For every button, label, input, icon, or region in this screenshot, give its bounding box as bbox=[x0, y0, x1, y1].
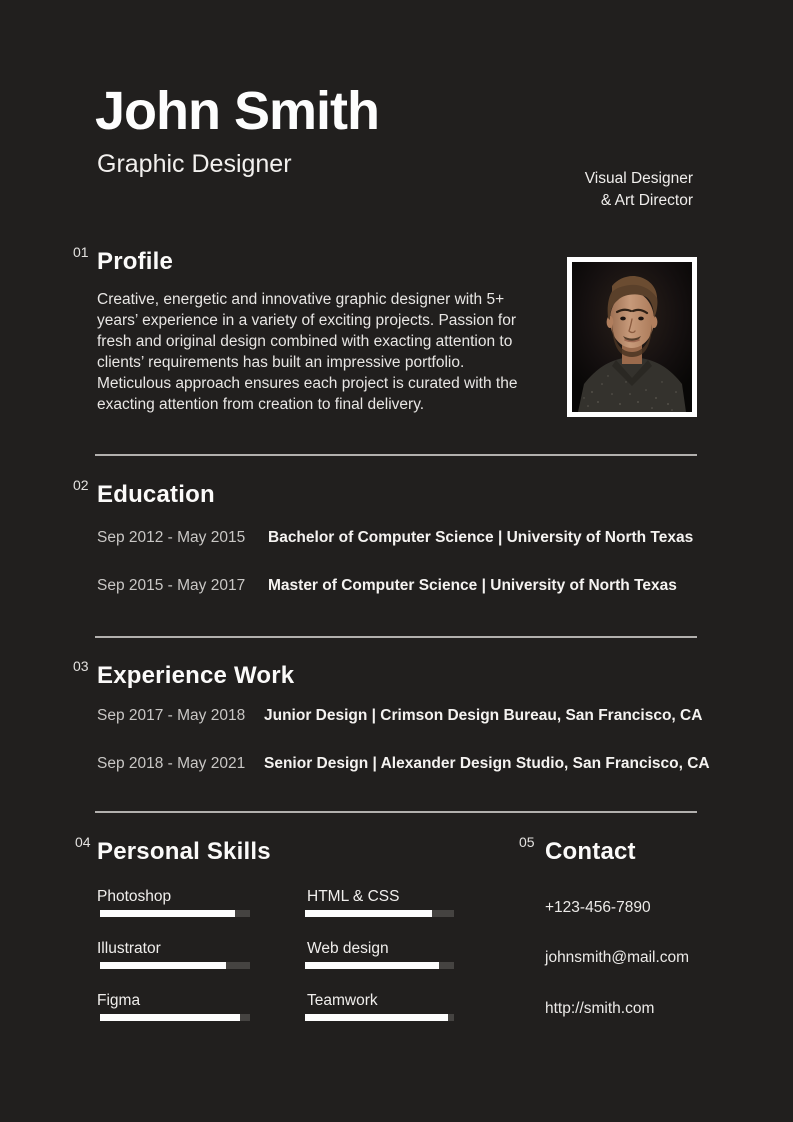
skill-bar bbox=[305, 962, 454, 969]
section-title-profile: Profile bbox=[97, 248, 174, 275]
section-divider bbox=[95, 636, 697, 638]
section-title-skills: Personal Skills bbox=[97, 838, 271, 865]
portrait-photo bbox=[567, 257, 697, 417]
contact-email: johnsmith@mail.com bbox=[545, 949, 690, 966]
skill-bar bbox=[100, 1014, 250, 1021]
skill-label: Web design bbox=[307, 940, 389, 957]
skill-label: HTML & CSS bbox=[307, 888, 400, 905]
skill-bar bbox=[100, 962, 250, 969]
experience-detail: Junior Design | Crimson Design Bureau, San Francisco, CA bbox=[264, 707, 703, 724]
skill-bar bbox=[305, 910, 454, 917]
section-number-profile: 01 bbox=[73, 244, 89, 260]
section-divider bbox=[95, 811, 697, 813]
skill-bar-fill bbox=[100, 910, 235, 917]
section-number-experience: 03 bbox=[73, 658, 89, 674]
skill-label: Teamwork bbox=[307, 992, 378, 1009]
side-title-line2: & Art Director bbox=[600, 192, 693, 209]
contact-website: http://smith.com bbox=[545, 1000, 655, 1017]
skill-label: Figma bbox=[97, 992, 141, 1009]
education-date: Sep 2015 - May 2017 bbox=[97, 577, 246, 594]
section-title-contact: Contact bbox=[545, 838, 636, 865]
skill-bar-fill bbox=[100, 1014, 240, 1021]
section-title-experience: Experience Work bbox=[97, 662, 295, 689]
experience-row bbox=[97, 707, 737, 725]
side-title-line1: Visual Designer bbox=[584, 170, 693, 187]
section-divider bbox=[95, 454, 697, 456]
section-number-education: 02 bbox=[73, 477, 89, 493]
education-row bbox=[97, 529, 737, 547]
experience-date: Sep 2018 - May 2021 bbox=[97, 755, 246, 772]
skill-label: Photoshop bbox=[97, 888, 172, 905]
portrait-illustration bbox=[572, 262, 692, 412]
education-row bbox=[97, 577, 737, 595]
skill-label: Illustrator bbox=[97, 940, 161, 957]
person-name: John Smith bbox=[95, 81, 379, 141]
section-number-skills: 04 bbox=[75, 834, 91, 850]
education-detail: Master of Computer Science | University of North Texas bbox=[268, 577, 677, 594]
person-role: Graphic Designer bbox=[97, 150, 292, 178]
skill-bar-fill bbox=[305, 1014, 448, 1021]
profile-summary: Creative, energetic and innovative graphic designer with 5+ years’ experience in a variety of exciting projects. Passion for fresh and original design combined with exacting attention to clients’ requirements has built an impressive portfolio. Meticulous approach ensures each project is curated with the exacting attention from creation to final delivery. bbox=[97, 291, 518, 413]
education-date: Sep 2012 - May 2015 bbox=[97, 529, 246, 546]
experience-date: Sep 2017 - May 2018 bbox=[97, 707, 246, 724]
skill-bar-fill bbox=[305, 962, 439, 969]
side-title bbox=[585, 168, 693, 212]
experience-row bbox=[97, 755, 737, 773]
section-number-contact: 05 bbox=[519, 834, 535, 850]
skill-bar bbox=[305, 1014, 454, 1021]
education-detail: Bachelor of Computer Science | University of North Texas bbox=[268, 529, 694, 546]
skill-bar bbox=[100, 910, 250, 917]
skill-bar-fill bbox=[100, 962, 226, 969]
skill-bar-fill bbox=[305, 910, 432, 917]
contact-phone: +123-456-7890 bbox=[545, 899, 651, 916]
section-title-education: Education bbox=[97, 481, 215, 508]
experience-detail: Senior Design | Alexander Design Studio, San Francisco, CA bbox=[264, 755, 710, 772]
